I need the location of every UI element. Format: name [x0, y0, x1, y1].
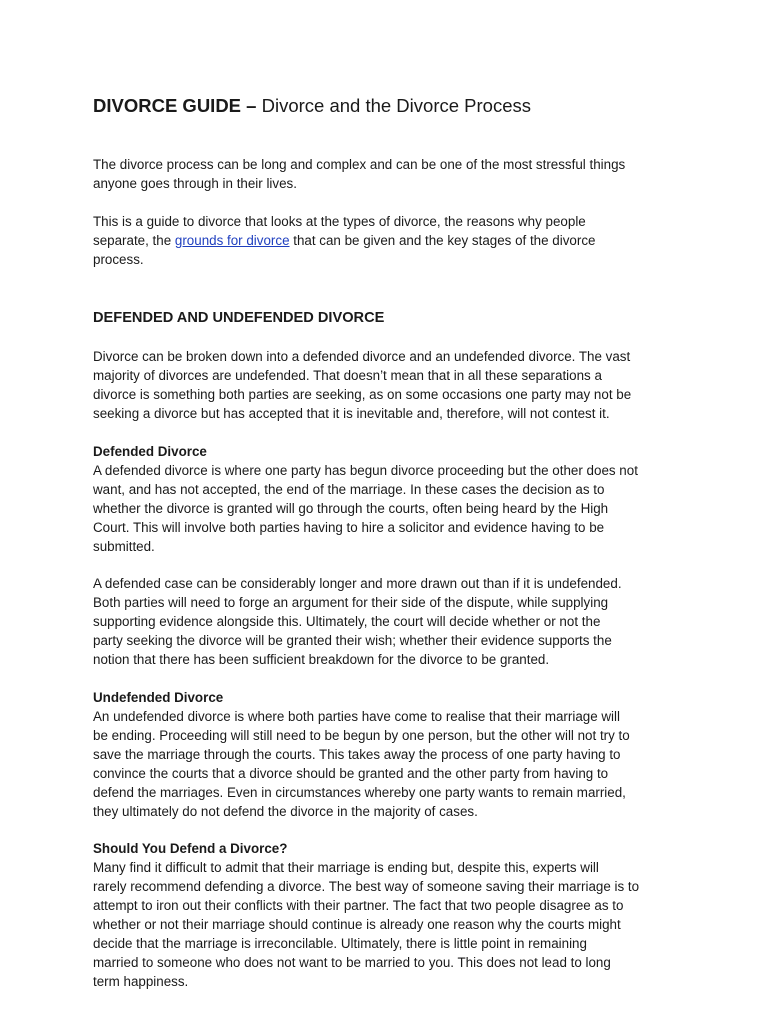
text-line: Both parties will need to forge an argument for their side of the dispute, while supplying	[93, 595, 609, 610]
defended-case-paragraph	[93, 574, 681, 669]
text-line: term happiness.	[93, 974, 189, 989]
should-defend-heading: Should You Defend a Divorce?	[93, 841, 288, 856]
text-line: supporting evidence alongside this. Ultimately, the court will decide whether or not the	[93, 614, 601, 629]
text-fragment: separate, the	[93, 233, 175, 248]
section-intro-paragraph	[93, 347, 681, 423]
page-title	[93, 94, 531, 118]
text-line: anyone goes through in their lives.	[93, 176, 297, 191]
text-line: save the marriage through the courts. This takes away the process of one party having to	[93, 747, 621, 762]
text-line: attempt to iron out their conflicts with their partner. The fact that two people disagree as to	[93, 898, 624, 913]
text-line: party seeking the divorce will be granted their wish; whether their evidence supports the	[93, 633, 612, 648]
text-line: A defended case can be considerably longer and more drawn out than if it is undefended.	[93, 576, 622, 591]
undefended-divorce-paragraph	[93, 688, 681, 821]
text-line: process.	[93, 252, 144, 267]
text-line: married to someone who does not want to be married to you. This does not lead to long	[93, 955, 611, 970]
text-line: decide that the marriage is irreconcilable. Ultimately, there is little point in remaining	[93, 936, 587, 951]
defended-divorce-heading: Defended Divorce	[93, 444, 207, 459]
title-strong: DIVORCE GUIDE –	[93, 95, 257, 116]
should-defend-paragraph	[93, 839, 681, 991]
text-line: whether or not their marriage should continue is already one reason why the courts might	[93, 917, 621, 932]
text-line: rarely recommend defending a divorce. The best way of someone saving their marriage is to	[93, 879, 640, 894]
text-line: majority of divorces are undefended. That doesn’t mean that in all these separations a	[93, 368, 602, 383]
grounds-for-divorce-link[interactable]: grounds for divorce	[174, 233, 290, 248]
text-line: defend the marriages. Even in circumstances whereby one party wants to remain married,	[93, 785, 626, 800]
text-line: submitted.	[93, 539, 155, 554]
text-line: whether the divorce is granted will go through the courts, often being heard by the High	[93, 501, 609, 516]
text-line: they ultimately do not defend the divorce in the majority of cases.	[93, 804, 478, 819]
defended-divorce-paragraph	[93, 442, 681, 556]
intro-paragraph-2	[93, 212, 681, 269]
text-line	[93, 231, 681, 250]
text-line: want, and has not accepted, the end of the marriage. In these cases the decision as to	[93, 482, 605, 497]
text-line: A defended divorce is where one party has begun divorce proceeding but the other does not	[93, 463, 638, 478]
text-line: Court. This will involve both parties having to hire a solicitor and evidence having to be	[93, 520, 605, 535]
text-line: convince the courts that a divorce should be granted and the other party from having to	[93, 766, 609, 781]
text-line: An undefended divorce is where both parties have come to realise that their marriage will	[93, 709, 620, 724]
text-line: seeking a divorce but has accepted that it is inevitable and, therefore, will not contest it.	[93, 406, 610, 421]
text-line: divorce is something both parties are seeking, as on some occasions one party may not be	[93, 387, 632, 402]
title-rest: Divorce and the Divorce Process	[256, 95, 531, 116]
text-line: This is a guide to divorce that looks at the types of divorce, the reasons why people	[93, 214, 586, 229]
text-line: The divorce process can be long and complex and can be one of the most stressful things	[93, 157, 626, 172]
undefended-divorce-heading: Undefended Divorce	[93, 690, 224, 705]
intro-paragraph-1	[93, 155, 681, 193]
text-fragment: that can be given and the key stages of the divorce	[289, 233, 596, 248]
section-heading: DEFENDED AND UNDEFENDED DIVORCE	[93, 310, 385, 326]
text-line: notion that there has been sufficient breakdown for the divorce to be granted.	[93, 652, 550, 667]
text-line: Divorce can be broken down into a defended divorce and an undefended divorce. The vast	[93, 349, 631, 364]
text-line: Many find it difficult to admit that their marriage is ending but, despite this, experts will	[93, 860, 599, 875]
text-line: be ending. Proceeding will still need to be begun by one person, but the other will not try to	[93, 728, 630, 743]
